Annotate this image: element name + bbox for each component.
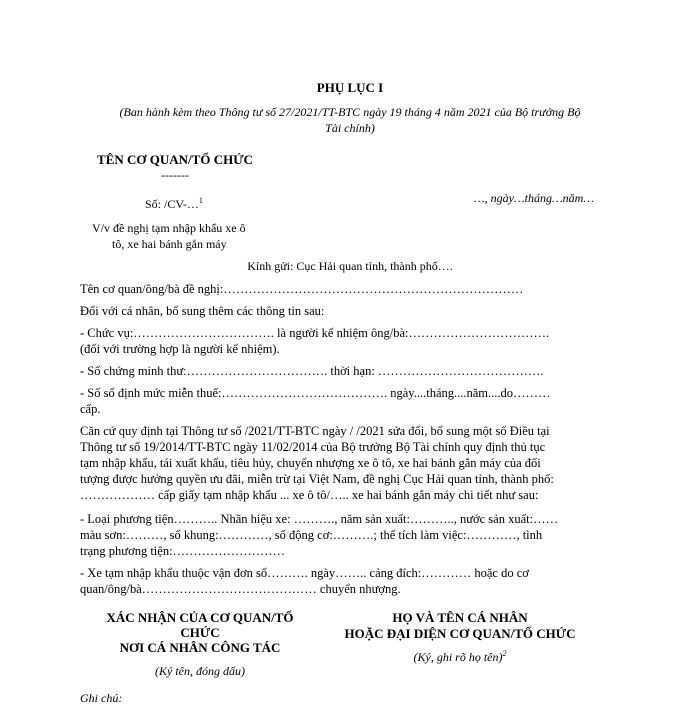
subject-line2: tô, xe hai bánh gắn máy <box>112 237 227 251</box>
doc-number-text: Số: /CV-… <box>145 197 199 211</box>
body-line-tax-exemption: - Số sổ định mức miễn thuế:…………………………………. ngày....tháng....năm....do……… <box>80 386 551 400</box>
org-rule: ------- <box>161 168 189 182</box>
org-name: TÊN CƠ QUAN/TỔ CHỨC <box>97 152 253 167</box>
left-signature-title-3: NƠI CÁ NHÂN CÔNG TÁC <box>119 640 281 655</box>
recipient-line: Kính gửi: Cục Hải quan tỉnh, thành phố…. <box>247 259 453 273</box>
right-signature-note-text: (Ký, ghi rõ họ tên) <box>413 650 503 664</box>
body-line-legal-basis-3: tạm nhập khẩu, tái xuất khẩu, tiêu hủy, chuyển nhượng xe ô tô, xe hai bánh gắn máy của đối <box>80 456 541 470</box>
left-signature-note: (Ký tên, đóng dấu) <box>155 664 245 678</box>
body-line-transfer: quan/ông/bà…………………………………… chuyển nhượng. <box>80 582 401 596</box>
body-line-individual-intro: Đối với cá nhân, bổ sung thêm các thông tin sau: <box>80 304 325 318</box>
body-line-requester: Tên cơ quan/ông/bà đề nghị:……………………………………………………………… <box>80 282 524 296</box>
body-line-successor-note: (đối với trường hợp là người kế nhiệm). <box>80 342 280 356</box>
body-line-legal-basis-5: ……………… cấp giấy tạm nhập khẩu ... xe ô tô/….. xe hai bánh gắn máy chi tiết như sau: <box>80 488 539 502</box>
body-line-id-card: - Số chứng minh thư:……………………………. thời hạn: …………………………………. <box>80 364 544 378</box>
left-signature-title-1: XÁC NHẬN CỦA CƠ QUAN/TỔ <box>106 610 294 625</box>
right-signature-note <box>330 649 590 665</box>
right-signature-footnote-ref: 2 <box>502 649 507 658</box>
body-line-vehicle-condition: trạng phương tiện:……………………… <box>80 544 286 558</box>
appendix-subtitle-line2: Tài chính) <box>325 121 375 135</box>
left-signature-title-2: CHỨC <box>180 625 220 640</box>
body-line-legal-basis-4: tượng được hưởng quyền ưu đãi, miễn trừ tại Việt Nam, đề nghị Cục Hải quan tỉnh, thành phố: <box>80 472 554 486</box>
body-line-bill-of-lading: - Xe tạm nhập khẩu thuộc vận đơn số………. ngày…….. cảng đích:………… hoặc do cơ <box>80 566 529 580</box>
appendix-title: PHỤ LỤC I <box>316 80 384 95</box>
subject-line1: V/v đề nghị tạm nhập khẩu xe ô <box>92 221 246 235</box>
appendix-subtitle-line1: (Ban hành kèm theo Thông tư số 27/2021/TT-BTC ngày 19 tháng 4 năm 2021 của Bộ trưởng Bộ <box>119 105 581 119</box>
doc-number <box>145 196 203 212</box>
body-line-position: - Chức vụ:……………………………. là người kế nhiệm ông/bà:……………………………. <box>80 326 550 340</box>
right-signature-title-2: HOẶC ĐẠI DIỆN CƠ QUAN/TỔ CHỨC <box>344 626 576 641</box>
date-line: …, ngày…tháng…năm… <box>474 191 595 205</box>
body-line-vehicle-type: - Loại phương tiện……….. Nhãn hiệu xe: ………., năm sản xuất:……….., nước sản xuất:…… <box>80 512 559 526</box>
body-line-legal-basis-1: Căn cứ quy định tại Thông tư số /2021/TT-BTC ngày / /2021 sửa đổi, bổ sung một số Điều tại <box>80 424 550 438</box>
body-line-vehicle-details: màu sơn:………, số khung:…………, số động cơ:……….; thể tích làm việc:…………, tình <box>80 528 543 542</box>
body-line-legal-basis-2: Thông tư số 19/2014/TT-BTC ngày 11/02/2014 của Bộ trưởng Bộ Tài chính quy định thủ tục <box>80 440 546 454</box>
doc-number-footnote-ref: 1 <box>198 196 203 205</box>
right-signature-title-1: HỌ VÀ TÊN CÁ NHÂN <box>392 610 528 625</box>
notes-label: Ghi chú: <box>80 691 123 705</box>
body-line-tax-exemption-cont: cấp. <box>80 402 101 416</box>
